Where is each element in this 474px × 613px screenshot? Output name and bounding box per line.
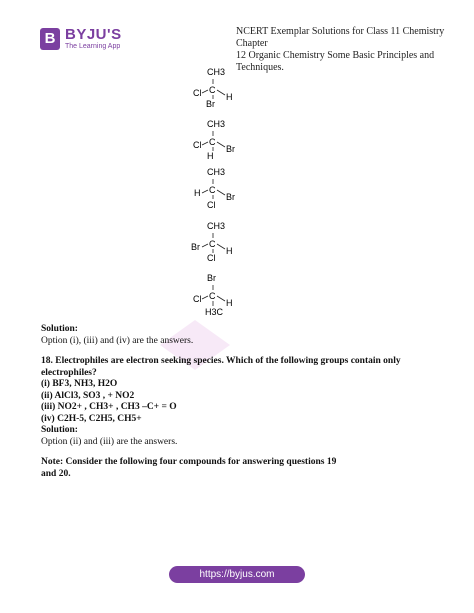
s4-bottom: Cl	[207, 253, 216, 263]
svg-text:C: C	[209, 239, 216, 249]
s5-bottom: H3C	[205, 307, 224, 317]
question-18-line-2: electrophiles?	[41, 367, 97, 378]
header-line-2: 12 Organic Chemistry Some Basic Principles and Techniques.	[236, 50, 435, 73]
s5-top: Br	[207, 273, 216, 283]
structure-4	[191, 221, 233, 263]
option-4: (iv) C2H-5, C2H5, CH5+	[41, 413, 142, 424]
s3-top: CH3	[207, 167, 226, 177]
structure-1	[193, 67, 233, 109]
solution-1-label: Solution:	[41, 324, 78, 334]
logo-tagline: The Learning App	[65, 43, 121, 50]
s1-top: CH3	[207, 67, 226, 77]
s5-left: Cl	[193, 294, 202, 304]
s2-top: CH3	[207, 119, 226, 129]
s3-left: H	[194, 188, 201, 198]
solution-1-text: Option (i), (iii) and (iv) are the answers.	[41, 335, 194, 346]
s4-right: H	[226, 246, 233, 256]
note-line-1: Note: Consider the following four compounds for answering questions 19	[41, 457, 337, 467]
svg-text:C: C	[209, 137, 216, 147]
s1-bottom: Br	[206, 99, 215, 109]
svg-text:C: C	[209, 291, 216, 301]
footer-url-link[interactable]: https://byjus.com	[169, 566, 305, 583]
option-3: (iii) NO2+ , CH3+ , CH3 –C+ = O	[41, 402, 177, 412]
structure-2	[193, 119, 235, 161]
s2-left: Cl	[193, 140, 202, 150]
logo-mark-icon: B	[40, 28, 60, 50]
s5-right: H	[226, 298, 233, 308]
solution-2-label: Solution:	[41, 425, 78, 435]
svg-text:C: C	[209, 185, 216, 195]
option-1: (i) BF3, NH3, H2O	[41, 379, 118, 389]
s3-right: Br	[226, 192, 235, 202]
option-2: (ii) AlCl3, SO3 , + NO2	[41, 390, 135, 401]
question-18-line-1: 18. Electrophiles are electron seeking species. Which of the following groups contain only	[41, 356, 401, 366]
s1-right: H	[226, 92, 233, 102]
logo-name: BYJU'S	[65, 26, 122, 43]
s2-right: Br	[226, 144, 235, 154]
svg-text:C: C	[209, 85, 216, 95]
document-body	[41, 324, 441, 480]
header-line-1: NCERT Exemplar Solutions for Class 11 Chemistry Chapter	[236, 26, 445, 49]
structure-3	[194, 167, 235, 210]
s2-bottom: H	[207, 151, 214, 161]
note-line-2: and 20.	[41, 468, 71, 479]
s1-left: Cl	[193, 88, 202, 98]
s4-top: CH3	[207, 221, 226, 231]
s3-bottom: Cl	[207, 200, 216, 210]
s4-left: Br	[191, 242, 200, 252]
solution-2-text: Option (ii) and (iii) are the answers.	[41, 436, 178, 447]
structure-5	[193, 273, 233, 317]
